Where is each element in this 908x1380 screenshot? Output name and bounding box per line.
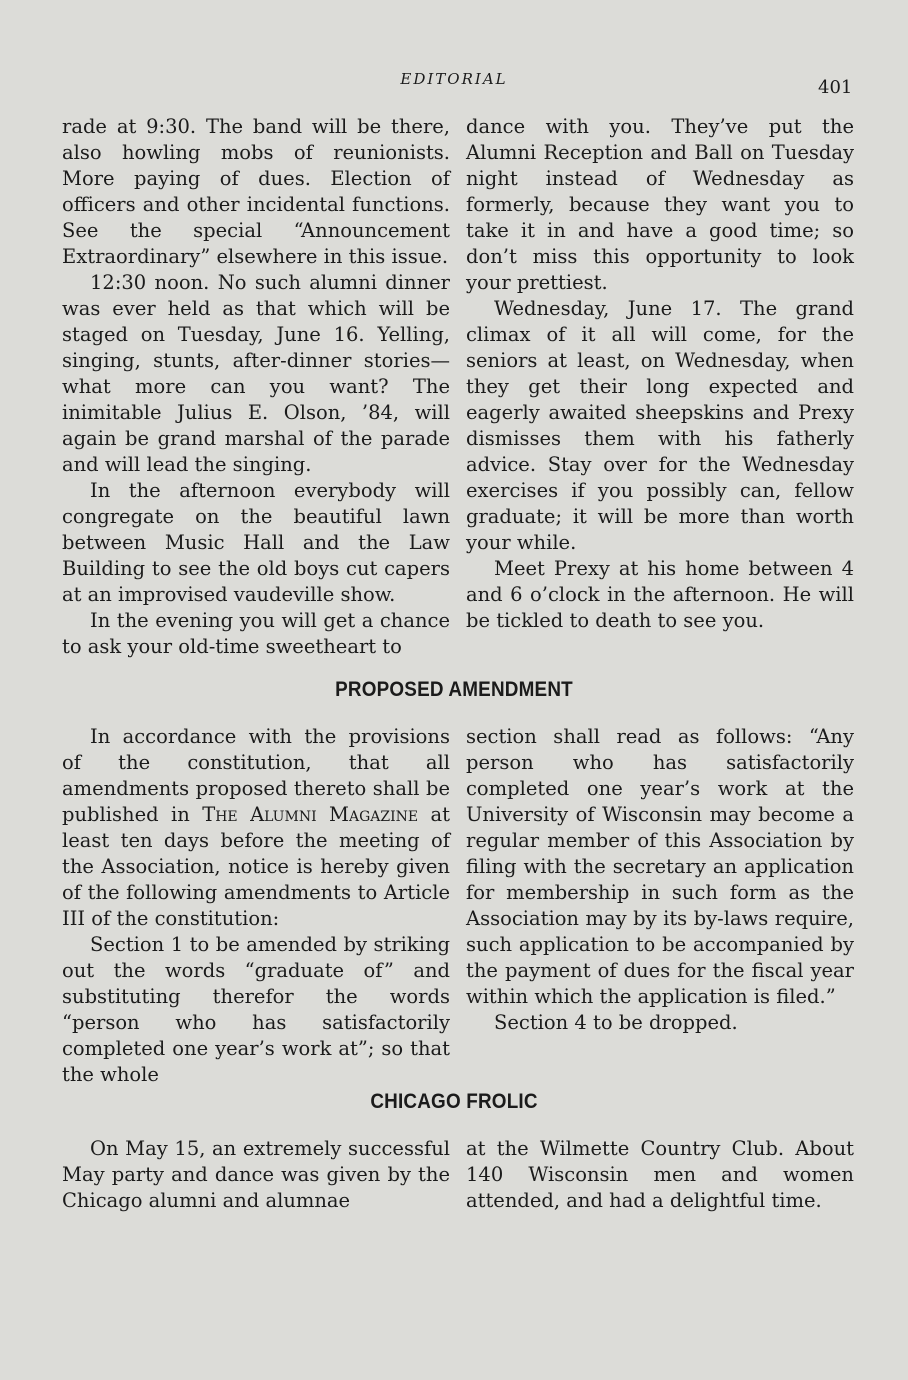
paragraph: section shall read as follows: “Any person who has satisfactorily completed one year’s work at the University of Wisconsin may become a regular member of this Association by filing with the secretary an application for membership in such form as the Association may by its by-laws require, such application to be accompanied by the payment of dues for the fiscal year within which the application is filed.” <box>466 725 854 1008</box>
frolic-section <box>62 1136 854 1214</box>
magazine-title: The Alumni Magazine <box>202 803 419 826</box>
left-column <box>62 724 450 1088</box>
paragraph: Wednesday, June 17. The grand climax of it all will come, for the seniors at least, on Wednesday, when they get their long expected and eagerly awaited sheepskins and Prexy dismisses them with his fatherly advice. Stay over for the Wednesday exercises if you possibly can, fellow graduate; it will be more than worth your while. <box>466 297 854 554</box>
paragraph: 12:30 noon. No such alumni dinner was ever held as that which will be staged on Tuesday, June 16. Yelling, singing, stunts, after-dinner stories—what more can you want? The inimitable Julius E. Olson, ’84, will again be grand marshal of the parade and will lead the singing. <box>62 271 450 476</box>
paragraph: at the Wilmette Country Club. About 140 Wisconsin men and women attended, and had a delightful time. <box>466 1137 854 1212</box>
right-column <box>466 114 854 660</box>
chicago-frolic-heading: CHICAGO FROLIC <box>370 1090 538 1113</box>
right-column <box>466 1136 854 1214</box>
page-number: 401 <box>818 77 853 98</box>
reunion-program-section <box>62 114 854 660</box>
paragraph: dance with you. They’ve put the Alumni Reception and Ball on Tuesday night instead of Wednesday as formerly, because they want you to take it in and have a good time; so don’t miss this opportunity to look your prettiest. <box>466 115 854 294</box>
proposed-amendment-heading: PROPOSED AMENDMENT <box>335 678 573 701</box>
paragraph: Section 4 to be dropped. <box>494 1011 738 1034</box>
amendment-section <box>62 724 854 1088</box>
paragraph: Meet Prexy at his home between 4 and 6 o’clock in the afternoon. He will be tickled to death to see you. <box>466 557 854 632</box>
right-column <box>466 724 854 1088</box>
running-head: EDITORIAL <box>400 70 508 88</box>
left-column <box>62 1136 450 1214</box>
left-column <box>62 114 450 660</box>
paragraph: In accordance with the provisions of the constitution, that all amendments proposed thereto shall be published in The Alumni Magazine at least ten days before the meeting of the Association, notice is hereby given of the following amendments to Article III of the constitution: <box>62 725 450 930</box>
paragraph: rade at 9:30. The band will be there, also howling mobs of reunionists. More paying of dues. Election of officers and other incidental functions. See the special “Announcement Extraordinary” elsewhere in this issue. <box>62 115 450 268</box>
paragraph: In the afternoon everybody will congregate on the beautiful lawn between Music Hall and the Law Building to see the old boys cut capers at an improvised vaudeville show. <box>62 479 450 606</box>
paragraph: In the evening you will get a chance to ask your old-time sweetheart to <box>62 609 450 658</box>
paragraph: Section 1 to be amended by striking out the words “graduate of” and substituting therefor the words “person who has satisfactorily completed one year’s work at”; so that the whole <box>62 933 450 1086</box>
paragraph: On May 15, an extremely successful May party and dance was given by the Chicago alumni and alumnae <box>62 1137 450 1212</box>
